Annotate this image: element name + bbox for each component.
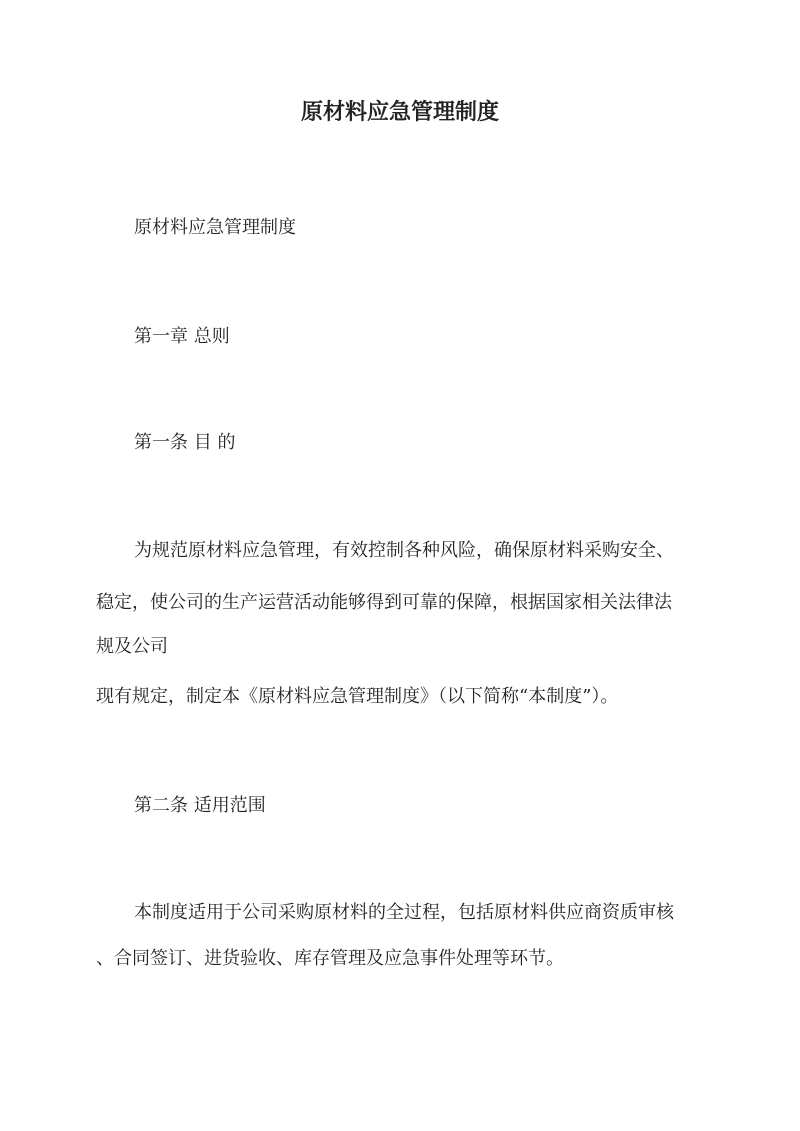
article-2-line-2: 、合同签订、进货验收、库存管理及应急事件处理等环节。	[96, 948, 564, 969]
article-1-line-2: 稳定，使公司的生产运营活动能够得到可靠的保障，根据国家相关法律法	[96, 592, 672, 613]
article-2-line-1: 本制度适用于公司采购原材料的全过程，包括原材料供应商资质审核	[134, 902, 674, 923]
document-subtitle: 原材料应急管理制度	[134, 217, 296, 238]
article-2-heading: 第二条 适用范围	[134, 795, 266, 816]
article-1-line-3: 规及公司	[96, 636, 168, 657]
chapter-heading: 第一章 总则	[134, 326, 230, 347]
article-1-heading: 第一条 目 的	[134, 432, 236, 453]
article-1-line-1: 为规范原材料应急管理，有效控制各种风险，确保原材料采购安全、	[134, 540, 674, 561]
article-1-line-4: 现有规定，制定本《原材料应急管理制度》（以下简称“本制度”）。	[96, 686, 619, 707]
document-title: 原材料应急管理制度	[300, 99, 499, 125]
